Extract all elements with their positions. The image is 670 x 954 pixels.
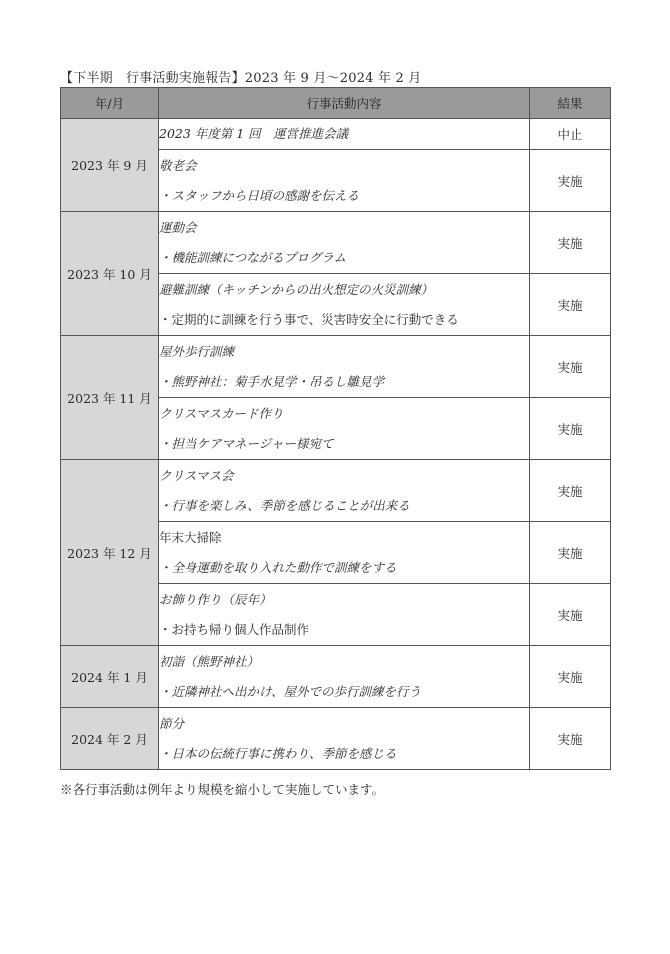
result-cell: 実施 [530,522,611,584]
content-column-header: 行事活動内容 [159,88,530,119]
event-cell [159,398,530,460]
result-cell: 実施 [530,336,611,398]
event-name: クリスマス会 [159,467,234,483]
event-description: ・機能訓練につながるプログラム [159,249,347,265]
result-cell: 実施 [530,274,611,336]
event-cell [159,522,530,584]
event-name: 初詣（熊野神社） [159,653,260,669]
event-description: ・担当ケアマネージャー様宛て [159,435,334,451]
event-description: ・行事を楽しみ、季節を感じることが出来る [159,497,410,513]
event-cell [159,150,530,212]
event-cell [159,460,530,522]
table-header-row [61,88,611,119]
event-name: クリスマスカード作り [159,405,284,421]
table-row [61,336,611,398]
event-description: ・スタッフから日頃の感謝を伝える [159,187,360,203]
event-description: ・お持ち帰り個人作品制作 [159,621,310,637]
event-name: 避難訓練（キッチンからの出火想定の火災訓練） [159,281,434,297]
result-cell: 実施 [530,460,611,522]
month-cell: 2023 年 9 月 [61,119,159,212]
event-description: ・定期的に訓練を行う事で、災害時安全に行動できる [159,311,459,327]
month-cell: 2023 年 11 月 [61,336,159,460]
event-name: 運動会 [159,219,197,235]
result-cell: 中止 [530,119,611,150]
event-name: 2023 年度第 1 回 運営推進会議 [159,126,349,141]
footnote: ※各行事活動は例年より規模を縮小して実施しています。 [60,782,385,797]
month-cell: 2023 年 12 月 [61,460,159,646]
result-cell: 実施 [530,212,611,274]
event-cell [159,119,530,150]
event-name: 年末大掃除 [159,529,222,545]
month-column-header: 年/月 [61,88,159,119]
activity-report-table [60,87,611,770]
month-cell: 2024 年 1 月 [61,646,159,708]
event-cell [159,212,530,274]
report-title: 【下半期 行事活動実施報告】2023 年 9 月～2024 年 2 月 [60,71,422,86]
table-row [61,460,611,522]
table-row [61,212,611,274]
result-cell: 実施 [530,584,611,646]
month-cell: 2023 年 10 月 [61,212,159,336]
table-row [61,708,611,770]
event-name: 屋外歩行訓練 [159,343,235,359]
event-description: ・近隣神社へ出かけ、屋外での歩行訓練を行う [159,683,422,699]
event-cell [159,274,530,336]
result-cell: 実施 [530,646,611,708]
event-cell [159,708,530,770]
event-description: ・熊野神社：菊手水見学・吊るし雛見学 [159,373,385,389]
month-cell: 2024 年 2 月 [61,708,159,770]
table-row [61,119,611,150]
result-cell: 実施 [530,150,611,212]
table-row [61,646,611,708]
event-cell [159,646,530,708]
event-cell [159,336,530,398]
event-description: ・日本の伝統行事に携わり、季節を感じる [159,745,397,761]
event-name: 節分 [159,715,185,731]
event-name: お飾り作り（辰年） [159,591,272,607]
event-name: 敬老会 [159,157,197,173]
result-cell: 実施 [530,398,611,460]
result-cell: 実施 [530,708,611,770]
result-column-header: 結果 [530,88,611,119]
event-description: ・全身運動を取り入れた動作で訓練をする [159,559,397,575]
event-cell [159,584,530,646]
